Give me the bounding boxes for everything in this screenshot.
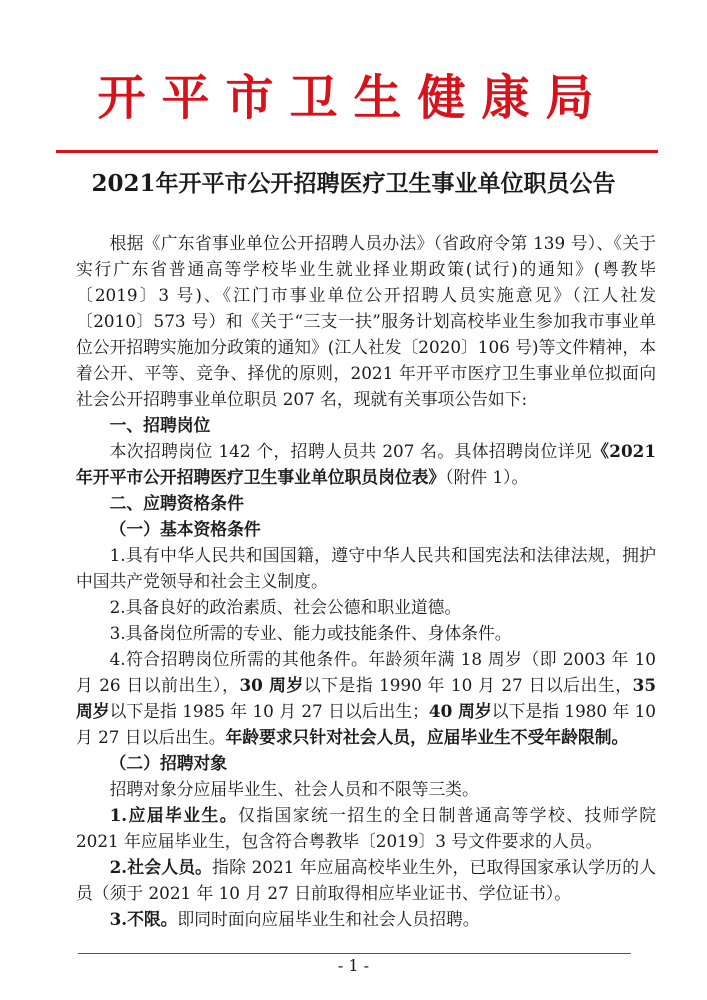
target-text-2: 指除 2021 年应届高校毕业生外，已取得国家承认学历的人员（须于 2021 年 10 月 27 日前取得相应毕业证书、学位证书）。 [76,857,656,903]
age-text-2: 以下是指 1990 年 10 月 27 日以后出生， [303,675,633,695]
target-label-2: 2.社会人员。 [109,857,213,877]
age-text-3: 以下是指 1985 年 10 月 27 日以后出生； [109,701,429,721]
condition-item-3: 3.具备岗位所需的专业、能力或技能条件、身体条件。 [109,623,512,643]
target-item-2 [76,854,656,906]
section-2-heading: 二、应聘资格条件 [109,493,244,513]
target-item-1 [76,802,656,854]
document-body [76,230,656,932]
age-30: 30 周岁 [239,675,304,695]
target-label-1: 1.应届毕业生。 [109,805,238,825]
red-divider-line [56,150,658,153]
targets-intro: 招聘对象分应届毕业生、社会人员和不限等三类。 [109,779,479,799]
masthead: 开平市卫生健康局 [97,70,610,126]
page-number [0,953,707,979]
section-1-text-c: （附件 1）。 [445,467,529,487]
target-item-3 [76,906,656,932]
age-35: 35 周岁 [76,675,656,721]
condition-item-2: 2.具备良好的政治素质、社会公德和职业道德。 [109,597,462,617]
page-number-text: - 1 - [332,956,375,975]
section-1-heading: 一、招聘岗位 [109,415,211,435]
subsection-basic-conditions: （一）基本资格条件 [109,519,261,539]
age-text-1: 4.符合招聘岗位所需的其他条件。年龄须年满 18 周岁（即 2003 年 10 月 26 日以前出生）， [76,649,656,695]
target-text-3: 即同时面向应届毕业生和社会人员招聘。 [177,909,480,929]
subsection-recruitment-targets: （二）招聘对象 [109,753,228,773]
section-1-paragraph [76,438,656,490]
condition-item-4 [76,646,656,750]
document-title: 2021年开平市公开招聘医疗卫生事业单位职员公告 [91,170,616,197]
section-1-text-a: 本次招聘岗位 142 个，招聘人员共 207 名。具体招聘岗位详见 [109,441,593,461]
age-requirement-note: 年龄要求只针对社会人员，应届毕业生不受年龄限制。 [225,727,629,747]
attachment-1-title: 《2021年开平市公开招聘医疗卫生事业单位职员岗位表》 [76,441,656,487]
target-text-1: 仅指国家统一招生的全日制普通高等学校、技师学院 2021 年应届毕业生，包含符合粤教毕〔2019〕3 号文件要求的人员。 [76,805,656,851]
intro-paragraph: 根据《广东省事业单位公开招聘人员办法》（省政府令第 139 号）、《关于实行广东省普通高等学校毕业生就业择业期政策(试行)的通知》(粤教毕〔2019〕3 号)、《江门市事业单位公开招聘人员实施意见》（江人社发〔2010〕573 号）和《关于“三支一扶”服务计划高校毕业生参加我市事业单位公开招聘实施加分政策的通知》(江人社发〔2020〕106 号)等文件精神，本着公开、平等、竞争、择优的原则，2021 年开平市医疗卫生事业单位拟面向社会公开招聘事业单位职员 207 名，现就有关事项公告如下: [76,233,656,409]
target-label-3: 3.不限。 [109,909,178,929]
condition-item-1: 1.具有中华人民共和国国籍，遵守中华人民共和国宪法和法律法规，拥护中国共产党领导和社会主义制度。 [76,545,656,591]
age-text-4: 以下是指 1980 年 10 月 27 日以后出生。 [76,701,656,747]
age-40: 40 周岁 [428,701,492,721]
